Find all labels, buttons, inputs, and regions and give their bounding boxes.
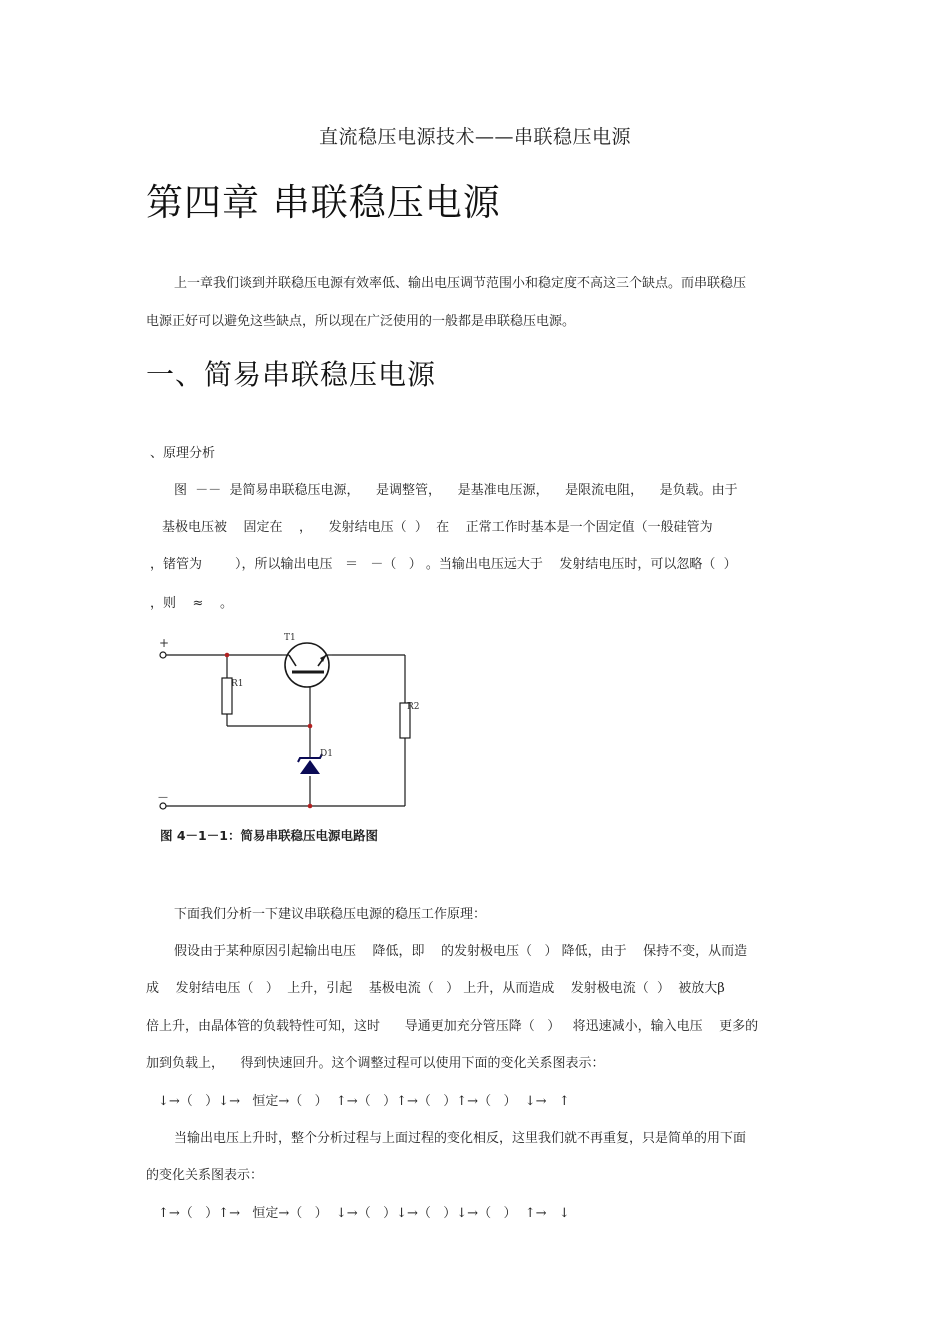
junction-node	[225, 653, 230, 658]
junction-node	[308, 804, 313, 809]
junction-node	[308, 724, 313, 729]
principle-paragraph-line: ，则 ≈ 。	[150, 596, 233, 611]
section-heading: 一、简易串联稳压电源	[146, 358, 437, 391]
chapter-heading: 第四章 串联稳压电源	[146, 181, 501, 224]
terminal-positive	[160, 652, 166, 658]
t1-label: T1	[284, 633, 296, 643]
analysis-paragraph-line: 倍上升，由晶体管的负载特性可知，这时 导通更加充分管压降（ ） 将迅速减小，输入电压 更多的	[146, 1019, 759, 1034]
plus-label: +	[159, 636, 170, 650]
rise-paragraph-line: 的变化关系图表示：	[146, 1168, 264, 1183]
intro-paragraph-line: 上一章我们谈到并联稳压电源有效率低、输出电压调节范围小和稳定度不高这三个缺点。而串联稳压	[174, 276, 747, 291]
r1-label: R1	[231, 679, 244, 689]
analysis-paragraph-line: 成 发射结电压（ ） 上升，引起 基极电流（ ） 上升，从而造成 发射极电流（ ） 被放大β	[146, 981, 725, 996]
document-title: 直流稳压电源技术——串联稳压电源	[318, 126, 631, 148]
d1-label: D1	[320, 749, 333, 759]
terminal-negative	[160, 803, 166, 809]
zener-diode-d1	[298, 754, 322, 774]
change-chain-decrease: ↓→（ ）↓→ 恒定→（ ） ↑→（ ）↑→（ ）↑→（ ） ↓→ ↑	[158, 1094, 570, 1109]
minus-label: —	[158, 792, 168, 803]
rise-paragraph-line: 当输出电压上升时，整个分析过程与上面过程的变化相反，这里我们就不再重复，只是简单的用下面	[174, 1131, 747, 1146]
transistor-t1	[282, 643, 332, 687]
intro-paragraph-line: 电源正好可以避免这些缺点，所以现在广泛使用的一般都是串联稳压电源。	[146, 314, 576, 329]
principle-paragraph-line: 基极电压被 固定在 ， 发射结电压（ ） 在 正常工作时基本是一个固定值（一般硅管为	[162, 520, 713, 535]
principle-paragraph-line: ，锗管为 ），所以输出电压 ＝ －（ ） 。当输出电压远大于 发射结电压时，可以忽略（ ）	[150, 557, 737, 572]
principle-paragraph-line: 图 －－ 是简易串联稳压电源， 是调整管， 是基准电压源， 是限流电阻， 是负载。由于	[174, 483, 738, 498]
analysis-paragraph-line: 加到负载上， 得到快速回升。这个调整过程可以使用下面的变化关系图表示：	[146, 1056, 605, 1071]
analysis-paragraph-line: 假设由于某种原因引起输出电压 降低，即 的发射极电压（ ） 降低，由于 保持不变，从而造	[174, 944, 748, 959]
change-chain-increase: ↑→（ ）↑→ 恒定→（ ） ↓→（ ）↓→（ ）↓→（ ） ↑→ ↓	[158, 1206, 570, 1221]
r2-label: R2	[407, 702, 420, 712]
figure-caption: 图 4－1－1：简易串联稳压电源电路图	[160, 828, 378, 843]
subsection-heading: 、原理分析	[150, 446, 216, 461]
analysis-intro: 下面我们分析一下建议串联稳压电源的稳压工作原理：	[174, 907, 487, 922]
circuit-diagram	[150, 628, 420, 818]
